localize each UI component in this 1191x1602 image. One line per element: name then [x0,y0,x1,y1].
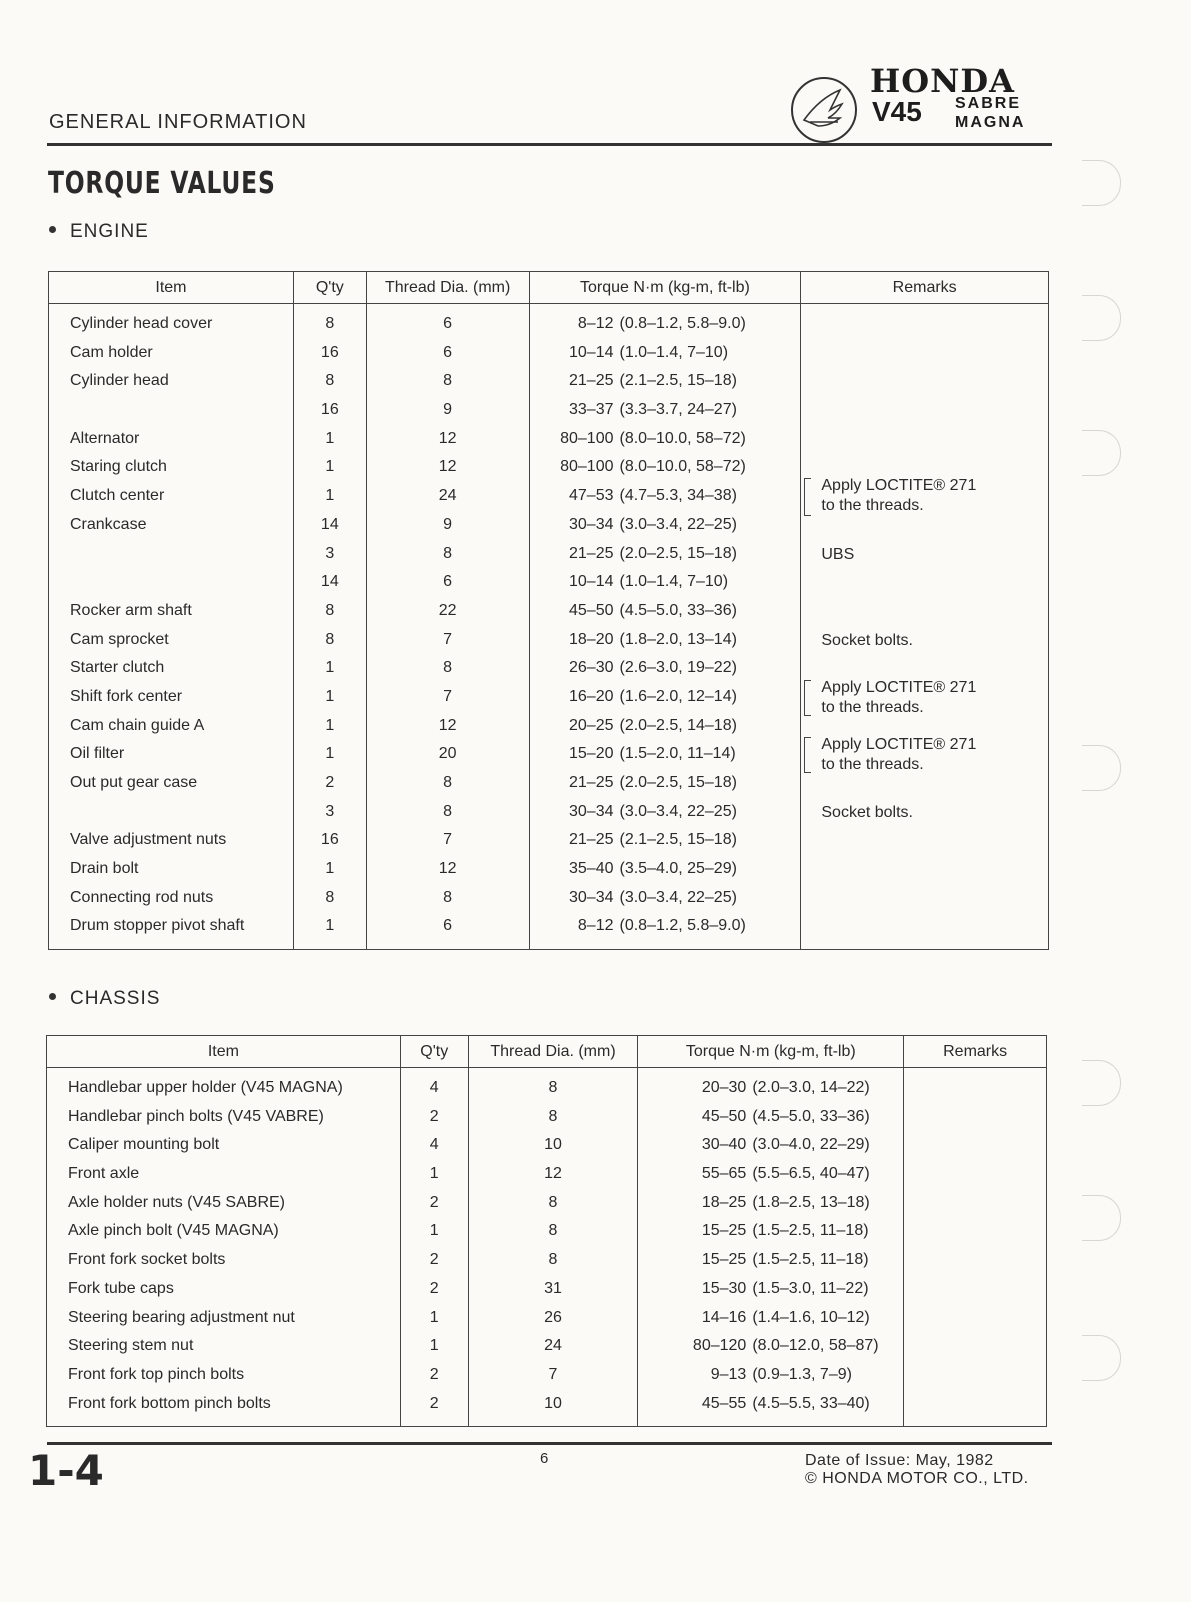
cell-qty: 1 [325,687,335,705]
cell-torque [638,1275,903,1304]
cell-qty: 1 [325,487,335,505]
col-torque: Torque N·m (kg-m, ft-lb) [638,1036,904,1068]
cell-item: Valve adjustment nuts [70,831,227,849]
cell-qty: 2 [429,1394,439,1412]
cell-item: Fork tube caps [68,1279,174,1297]
cell-qty: 1 [325,716,335,734]
cell-thread: 12 [438,716,457,734]
torque-nm: 45–55 [701,1394,747,1412]
cell-qty: 1 [325,429,335,447]
torque-converted: (4.5–5.0, 33–36) [752,1107,870,1125]
torque-converted: (0.8–1.2, 5.8–9.0) [619,315,746,332]
binder-hole-mark [1082,430,1121,476]
cell-qty: 4 [429,1136,439,1154]
engine-heading-label: ENGINE [70,221,149,242]
cell-qty: 1 [325,917,335,935]
col-remarks: Remarks [904,1036,1047,1068]
cell-item: Cam chain guide A [70,716,205,734]
cell-torque [638,1390,903,1419]
cell-torque [638,1304,903,1333]
cell-torque [530,367,801,396]
header-rule [47,143,1052,146]
torque-nm: 26–30 [569,659,614,677]
thread-column [366,304,529,950]
torque-converted: (3.0–3.4, 22–25) [619,515,737,533]
cell-torque [530,798,801,827]
cell-item: Connecting rod nuts [70,888,214,906]
cell-torque [638,1246,903,1275]
model-name: V45 [872,96,922,127]
torque-nm: 20–25 [569,716,614,734]
chassis-heading [49,988,160,1010]
cell-thread: 12 [438,860,457,878]
table-header-row [47,1036,1047,1068]
cell-qty: 1 [429,1222,439,1240]
cell-thread: 7 [548,1365,558,1383]
remark-loctite [821,735,976,775]
cell-qty: 16 [320,831,339,849]
cell-item: Out put gear case [70,774,198,791]
torque-converted: (2.0–3.0, 14–22) [752,1079,870,1096]
col-torque: Torque N·m (kg-m, ft-lb) [529,272,801,304]
engine-heading [49,221,149,243]
cell-qty: 1 [429,1308,439,1326]
cell-thread: 6 [443,573,453,591]
torque-converted: (2.0–2.5, 15–18) [619,774,737,791]
cell-thread: 12 [438,458,457,476]
torque-converted: (3.3–3.7, 24–27) [619,401,737,419]
sheet-number: 6 [540,1450,549,1467]
cell-thread: 20 [438,745,457,763]
cell-item: Starter clutch [70,659,165,677]
remark-line: to the threads. [821,699,924,716]
cell-qty: 1 [325,860,335,878]
cell-item: Rocker arm shaft [70,601,192,619]
cell-torque [638,1332,903,1361]
torque-converted: (1.6–2.0, 12–14) [619,687,737,705]
cell-torque [530,855,801,884]
cell-item: Cylinder head [70,372,169,390]
cell-torque [530,912,801,941]
torque-nm: 21–25 [569,774,614,791]
qty-column [293,304,366,950]
cell-item: Staring clutch [70,458,167,476]
cell-item: Clutch center [70,487,165,505]
cell-torque [530,396,801,425]
cell-qty: 14 [320,573,339,591]
cell-torque [638,1131,903,1160]
cell-qty: 3 [325,544,335,562]
remarks-column [801,304,1049,950]
col-item: Item [47,1036,401,1068]
cell-qty: 2 [429,1251,439,1269]
binder-hole-mark [1082,160,1121,206]
torque-converted: (0.8–1.2, 5.8–9.0) [619,917,746,935]
cell-item: Crankcase [70,515,147,533]
cell-torque [638,1074,903,1103]
torque-converted: (2.0–2.5, 15–18) [619,544,737,562]
cell-qty: 2 [429,1365,439,1383]
copyright: © HONDA MOTOR CO., LTD. [805,1470,1029,1487]
torque-converted: (1.0–1.4, 7–10) [619,573,729,591]
torque-nm: 33–37 [569,401,614,419]
torque-converted: (1.8–2.5, 13–18) [752,1193,870,1211]
cell-item: Drum stopper pivot shaft [70,917,245,935]
cell-qty: 16 [320,343,339,361]
cell-torque [530,626,801,655]
cell-thread: 7 [443,630,453,648]
item-column [49,304,294,950]
cell-thread: 6 [443,315,453,332]
cell-qty: 3 [325,802,335,820]
cell-thread: 8 [443,802,453,820]
cell-torque [530,884,801,913]
torque-converted: (1.5–2.5, 11–18) [752,1251,869,1269]
torque-converted: (2.0–2.5, 14–18) [619,716,737,734]
cell-torque [530,740,801,769]
torque-nm: 45–50 [701,1107,747,1125]
cell-thread: 8 [443,774,453,791]
cell-thread: 6 [443,917,453,935]
cell-item: Axle pinch bolt (V45 MAGNA) [68,1222,279,1240]
torque-nm: 14–16 [701,1308,747,1326]
torque-converted: (8.0–12.0, 58–87) [752,1337,879,1355]
page-title: TORQUE VALUES [48,166,276,201]
cell-torque [638,1189,903,1218]
torque-converted: (4.5–5.5, 33–40) [752,1394,870,1412]
cell-torque [530,683,801,712]
torque-converted: (1.5–2.5, 11–18) [752,1222,869,1240]
cell-qty: 8 [325,888,335,906]
cell-qty: 8 [325,601,335,619]
torque-converted: (4.5–5.0, 33–36) [619,601,737,619]
cell-thread: 7 [443,831,453,849]
cell-thread: 26 [544,1308,562,1326]
cell-thread: 24 [544,1337,562,1355]
cell-qty: 1 [429,1337,439,1355]
cell-item: Handlebar upper holder (V45 MAGNA) [68,1079,343,1096]
cell-item: Handlebar pinch bolts (V45 VABRE) [68,1107,324,1125]
cell-item [49,540,293,569]
torque-converted: (3.0–3.4, 22–25) [619,888,737,906]
remarks-column [904,1068,1047,1427]
cell-torque [530,597,801,626]
torque-nm: 80–100 [560,429,614,447]
cell-item [49,798,293,827]
cell-qty: 8 [325,372,335,390]
torque-nm: 21–25 [569,544,614,562]
cell-item: Steering stem nut [68,1337,194,1355]
cell-item: Front fork bottom pinch bolts [68,1394,271,1412]
cell-thread: 8 [548,1193,558,1211]
cell-qty: 4 [429,1079,439,1096]
cell-item: Cam sprocket [70,630,169,648]
binder-hole-mark [1082,295,1121,341]
cell-qty: 8 [325,315,335,332]
torque-nm: 20–30 [701,1079,747,1096]
torque-nm: 80–100 [560,458,614,476]
bullet-icon [49,993,56,1000]
torque-nm: 15–30 [701,1279,747,1297]
cell-item: Front axle [68,1165,140,1183]
cell-thread: 12 [438,429,457,447]
torque-nm: 21–25 [569,831,614,849]
torque-column [638,1068,904,1427]
cell-thread: 6 [443,343,453,361]
cell-torque [530,826,801,855]
cell-thread: 10 [544,1136,562,1154]
torque-nm: 55–65 [701,1165,747,1183]
torque-converted: (4.7–5.3, 34–38) [619,487,737,505]
cell-qty: 16 [320,401,339,419]
binder-hole-mark [1082,1060,1121,1106]
torque-converted: (2.1–2.5, 15–18) [619,372,737,390]
cell-thread: 8 [443,888,453,906]
torque-converted: (5.5–6.5, 40–47) [752,1165,870,1183]
page-number: 1-4 [28,1446,104,1495]
cell-item: Shift fork center [70,687,183,705]
cell-thread: 12 [544,1165,562,1183]
remark-socket-bolts: Socket bolts. [821,804,913,821]
torque-nm: 15–20 [569,745,614,763]
remark-line: to the threads. [821,756,924,773]
cell-torque [530,453,801,482]
torque-nm: 8–12 [577,917,614,935]
torque-converted: (2.6–3.0, 19–22) [619,659,737,677]
cell-thread: 24 [438,487,457,505]
cell-item: Drain bolt [70,860,139,878]
cell-item: Caliper mounting bolt [68,1136,220,1154]
cell-torque [530,310,801,339]
chassis-heading-label: CHASSIS [70,988,161,1009]
brand-name: HONDA [870,62,1015,100]
torque-nm: 30–40 [701,1136,747,1154]
cell-torque [638,1160,903,1189]
cell-thread: 8 [443,659,453,677]
cell-item: Cylinder head cover [70,315,213,332]
honda-wing-emblem-icon [790,76,858,144]
table-body [49,304,1049,950]
cell-thread: 8 [443,544,453,562]
cell-thread: 9 [443,401,453,419]
cell-item: Front fork top pinch bolts [68,1365,245,1383]
cell-item: Front fork socket bolts [68,1251,226,1269]
cell-qty: 1 [325,458,335,476]
remark-loctite [821,476,976,516]
bullet-icon [49,226,56,233]
torque-nm: 30–34 [569,888,614,906]
cell-thread: 8 [548,1251,558,1269]
cell-torque [638,1217,903,1246]
cell-torque [530,654,801,683]
remark-ubs: UBS [821,546,855,563]
item-column [47,1068,401,1427]
torque-nm: 10–14 [569,573,614,591]
cell-qty: 1 [325,659,335,677]
section-title: GENERAL INFORMATION [49,111,307,133]
torque-converted: (1.5–2.0, 11–14) [619,745,736,763]
torque-converted: (0.9–1.3, 7–9) [752,1365,852,1383]
issue-date: Date of Issue: May, 1982 [805,1452,994,1469]
cell-item: Steering bearing adjustment nut [68,1308,295,1326]
torque-nm: 15–25 [701,1222,747,1240]
torque-nm: 18–20 [569,630,614,648]
cell-item: Axle holder nuts (V45 SABRE) [68,1193,285,1211]
torque-converted: (1.8–2.0, 13–14) [619,630,737,648]
cell-torque [638,1103,903,1132]
cell-torque [530,769,801,798]
torque-nm: 45–50 [569,601,614,619]
torque-nm: 21–25 [569,372,614,390]
remark-line: Apply LOCTITE® 271 [821,679,977,696]
thread-column [468,1068,638,1427]
torque-nm: 8–12 [577,315,614,332]
cell-item: Oil filter [70,745,125,763]
remark-line: Apply LOCTITE® 271 [821,477,977,494]
col-item: Item [49,272,294,304]
cell-torque [530,425,801,454]
torque-converted: (3.0–3.4, 22–25) [619,802,737,820]
torque-converted: (8.0–10.0, 58–72) [619,429,746,447]
cell-thread: 9 [443,515,453,533]
table-header-row [49,272,1049,304]
remark-line: Apply LOCTITE® 271 [821,736,977,753]
engine-torque-table [48,271,1049,950]
torque-nm: 30–34 [569,515,614,533]
cell-qty: 1 [429,1165,439,1183]
torque-converted: (2.1–2.5, 15–18) [619,831,737,849]
footer-rule [47,1442,1052,1445]
torque-nm: 80–120 [692,1337,747,1355]
col-remarks: Remarks [801,272,1049,304]
cell-qty: 8 [325,630,335,648]
torque-converted: (8.0–10.0, 58–72) [619,458,746,476]
cell-qty: 1 [325,745,335,763]
torque-nm: 47–53 [569,487,614,505]
honda-logo [790,62,1052,142]
cell-thread: 8 [548,1222,558,1240]
torque-nm: 10–14 [569,343,614,361]
cell-thread: 8 [548,1107,558,1125]
cell-torque [638,1361,903,1390]
torque-converted: (3.0–4.0, 22–29) [752,1136,870,1154]
cell-qty: 14 [320,515,339,533]
torque-nm: 30–34 [569,802,614,820]
binder-hole-mark [1082,1335,1121,1381]
chassis-torque-table [46,1035,1047,1427]
torque-column [529,304,801,950]
binder-hole-mark [1082,1195,1121,1241]
cell-thread: 10 [544,1394,562,1412]
cell-qty: 2 [429,1193,439,1211]
torque-converted: (3.5–4.0, 25–29) [619,860,737,878]
col-thread: Thread Dia. (mm) [468,1036,638,1068]
cell-item: Alternator [70,429,140,447]
cell-thread: 8 [443,372,453,390]
col-qty: Q'ty [293,272,366,304]
cell-torque [530,568,801,597]
cell-torque [530,712,801,741]
torque-converted: (1.0–1.4, 7–10) [619,343,729,361]
remark-socket-bolts: Socket bolts. [821,632,913,649]
cell-thread: 8 [548,1079,558,1096]
remark-loctite [821,678,976,718]
issue-info [805,1452,1029,1488]
cell-thread: 22 [438,601,457,619]
cell-thread: 31 [544,1279,562,1297]
cell-item: Cam holder [70,343,153,361]
col-qty: Q'ty [400,1036,468,1068]
cell-thread: 7 [443,687,453,705]
variant-magna: MAGNA [955,114,1026,131]
remark-bracket-icon [804,737,811,773]
col-thread: Thread Dia. (mm) [366,272,529,304]
table-body [47,1068,1047,1427]
torque-nm: 15–25 [701,1251,747,1269]
qty-column [400,1068,468,1427]
remark-bracket-icon [804,680,811,716]
cell-qty: 2 [325,774,335,791]
remark-bracket-icon [804,478,811,516]
torque-converted: (1.5–3.0, 11–22) [752,1279,869,1297]
cell-item [49,396,293,425]
cell-qty: 2 [429,1279,439,1297]
cell-torque [530,540,801,569]
binder-hole-mark [1082,745,1121,791]
torque-nm: 18–25 [701,1193,747,1211]
cell-torque [530,339,801,368]
cell-torque [530,511,801,540]
remark-line: to the threads. [821,497,924,514]
variant-sabre: SABRE [955,95,1022,112]
torque-nm: 16–20 [569,687,614,705]
cell-torque [530,482,801,511]
cell-item [49,568,293,597]
torque-converted: (1.4–1.6, 10–12) [752,1308,870,1326]
torque-nm: 9–13 [710,1365,747,1383]
cell-qty: 2 [429,1107,439,1125]
torque-nm: 35–40 [569,860,614,878]
